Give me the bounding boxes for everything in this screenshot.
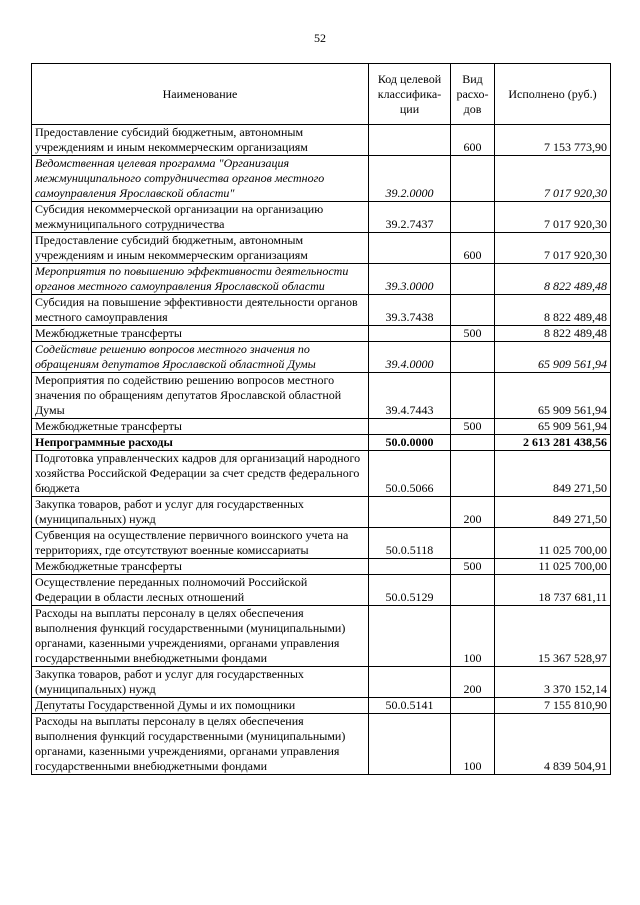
cell-code (369, 606, 451, 667)
cell-kind (451, 698, 495, 714)
cell-code: 50.0.5118 (369, 528, 451, 559)
cell-kind (451, 528, 495, 559)
cell-name: Депутаты Государственной Думы и их помощники (32, 698, 369, 714)
cell-name: Субсидия на повышение эффективности деятельности органов местного самоуправления (32, 295, 369, 326)
cell-kind (451, 264, 495, 295)
cell-name: Субсидия некоммерческой организации на организацию межмуниципального сотрудничества (32, 202, 369, 233)
table-row (32, 698, 611, 714)
cell-kind: 500 (451, 326, 495, 342)
cell-name: Межбюджетные трансферты (32, 559, 369, 575)
table-row (32, 497, 611, 528)
cell-name: Межбюджетные трансферты (32, 326, 369, 342)
cell-name: Расходы на выплаты персоналу в целях обеспечения выполнения функций государственными (муниципальными) органами, казенными учреждениями, органами управления государственными внебюджетными фондами (32, 714, 369, 775)
cell-kind: 600 (451, 233, 495, 264)
cell-code: 50.0.5066 (369, 451, 451, 497)
cell-kind: 500 (451, 419, 495, 435)
cell-kind (451, 156, 495, 202)
table-row (32, 373, 611, 419)
cell-code: 39.4.7443 (369, 373, 451, 419)
cell-name: Предоставление субсидий бюджетным, автономным учреждениям и иным некоммерческим организациям (32, 233, 369, 264)
cell-kind (451, 435, 495, 451)
cell-code (369, 559, 451, 575)
table-row (32, 342, 611, 373)
table-row (32, 264, 611, 295)
table-row (32, 435, 611, 451)
cell-amount: 849 271,50 (495, 497, 611, 528)
cell-code (369, 233, 451, 264)
table-row (32, 156, 611, 202)
cell-amount: 849 271,50 (495, 451, 611, 497)
cell-amount: 65 909 561,94 (495, 373, 611, 419)
cell-kind (451, 295, 495, 326)
cell-name: Ведомственная целевая программа "Организация межмуниципального сотрудничества органов местного самоуправления Ярославской области" (32, 156, 369, 202)
cell-amount: 7 017 920,30 (495, 156, 611, 202)
cell-kind (451, 451, 495, 497)
cell-amount: 8 822 489,48 (495, 326, 611, 342)
cell-kind: 100 (451, 606, 495, 667)
cell-amount: 11 025 700,00 (495, 559, 611, 575)
header-kind: Вид расхо-дов (451, 64, 495, 125)
table-row (32, 575, 611, 606)
table-row (32, 559, 611, 575)
cell-code: 39.4.0000 (369, 342, 451, 373)
cell-amount: 4 839 504,91 (495, 714, 611, 775)
cell-code (369, 497, 451, 528)
cell-code (369, 125, 451, 156)
cell-code (369, 714, 451, 775)
cell-kind: 200 (451, 497, 495, 528)
cell-name: Закупка товаров, работ и услуг для государственных (муниципальных) нужд (32, 497, 369, 528)
table-header-row (32, 64, 611, 125)
table-row (32, 714, 611, 775)
cell-amount: 65 909 561,94 (495, 419, 611, 435)
table-row (32, 451, 611, 497)
cell-name: Предоставление субсидий бюджетным, автономным учреждениям и иным некоммерческим организациям (32, 125, 369, 156)
cell-amount: 7 153 773,90 (495, 125, 611, 156)
table-row (32, 326, 611, 342)
cell-amount: 7 017 920,30 (495, 233, 611, 264)
cell-code: 50.0.5141 (369, 698, 451, 714)
cell-kind (451, 202, 495, 233)
cell-code: 39.3.0000 (369, 264, 451, 295)
cell-code (369, 667, 451, 698)
cell-name: Закупка товаров, работ и услуг для государственных (муниципальных) нужд (32, 667, 369, 698)
header-code: Код целевой классифика-ции (369, 64, 451, 125)
cell-name: Непрограммные расходы (32, 435, 369, 451)
cell-name: Мероприятия по содействию решению вопросов местного значения по обращениям депутатов Ярославской областной Думы (32, 373, 369, 419)
cell-amount: 15 367 528,97 (495, 606, 611, 667)
table-row (32, 419, 611, 435)
table-row (32, 125, 611, 156)
cell-name: Подготовка управленческих кадров для организаций народного хозяйства Российской Федерации за счет средств федерального бюджета (32, 451, 369, 497)
cell-name: Расходы на выплаты персоналу в целях обеспечения выполнения функций государственными (муниципальными) органами, казенными учреждениями, органами управления государственными внебюджетными фондами (32, 606, 369, 667)
cell-kind: 200 (451, 667, 495, 698)
cell-amount: 2 613 281 438,56 (495, 435, 611, 451)
header-name: Наименование (32, 64, 369, 125)
cell-kind (451, 575, 495, 606)
cell-kind: 100 (451, 714, 495, 775)
cell-amount: 7 155 810,90 (495, 698, 611, 714)
cell-kind: 500 (451, 559, 495, 575)
table-row (32, 606, 611, 667)
cell-name: Субвенция на осуществление первичного воинского учета на территориях, где отсутствуют военные комиссариаты (32, 528, 369, 559)
cell-code: 50.0.5129 (369, 575, 451, 606)
cell-code: 50.0.0000 (369, 435, 451, 451)
cell-amount: 8 822 489,48 (495, 295, 611, 326)
page-number: 52 (314, 31, 326, 45)
cell-name: Осуществление переданных полномочий Российской Федерации в области лесных отношений (32, 575, 369, 606)
cell-kind (451, 373, 495, 419)
cell-amount: 18 737 681,11 (495, 575, 611, 606)
cell-amount: 3 370 152,14 (495, 667, 611, 698)
table-row (32, 295, 611, 326)
cell-amount: 11 025 700,00 (495, 528, 611, 559)
cell-kind: 600 (451, 125, 495, 156)
cell-name: Мероприятия по повышению эффективности деятельности органов местного самоуправления Ярославской области (32, 264, 369, 295)
cell-code: 39.2.0000 (369, 156, 451, 202)
table-row (32, 202, 611, 233)
header-amount: Исполнено (руб.) (495, 64, 611, 125)
cell-amount: 7 017 920,30 (495, 202, 611, 233)
cell-code (369, 326, 451, 342)
cell-code: 39.2.7437 (369, 202, 451, 233)
cell-amount: 65 909 561,94 (495, 342, 611, 373)
cell-amount: 8 822 489,48 (495, 264, 611, 295)
table-row (32, 233, 611, 264)
cell-name: Межбюджетные трансферты (32, 419, 369, 435)
cell-code: 39.3.7438 (369, 295, 451, 326)
table-row (32, 667, 611, 698)
budget-table (31, 63, 611, 775)
cell-kind (451, 342, 495, 373)
table-row (32, 528, 611, 559)
cell-name: Содействие решению вопросов местного значения по обращениям депутатов Ярославской областной Думы (32, 342, 369, 373)
cell-code (369, 419, 451, 435)
